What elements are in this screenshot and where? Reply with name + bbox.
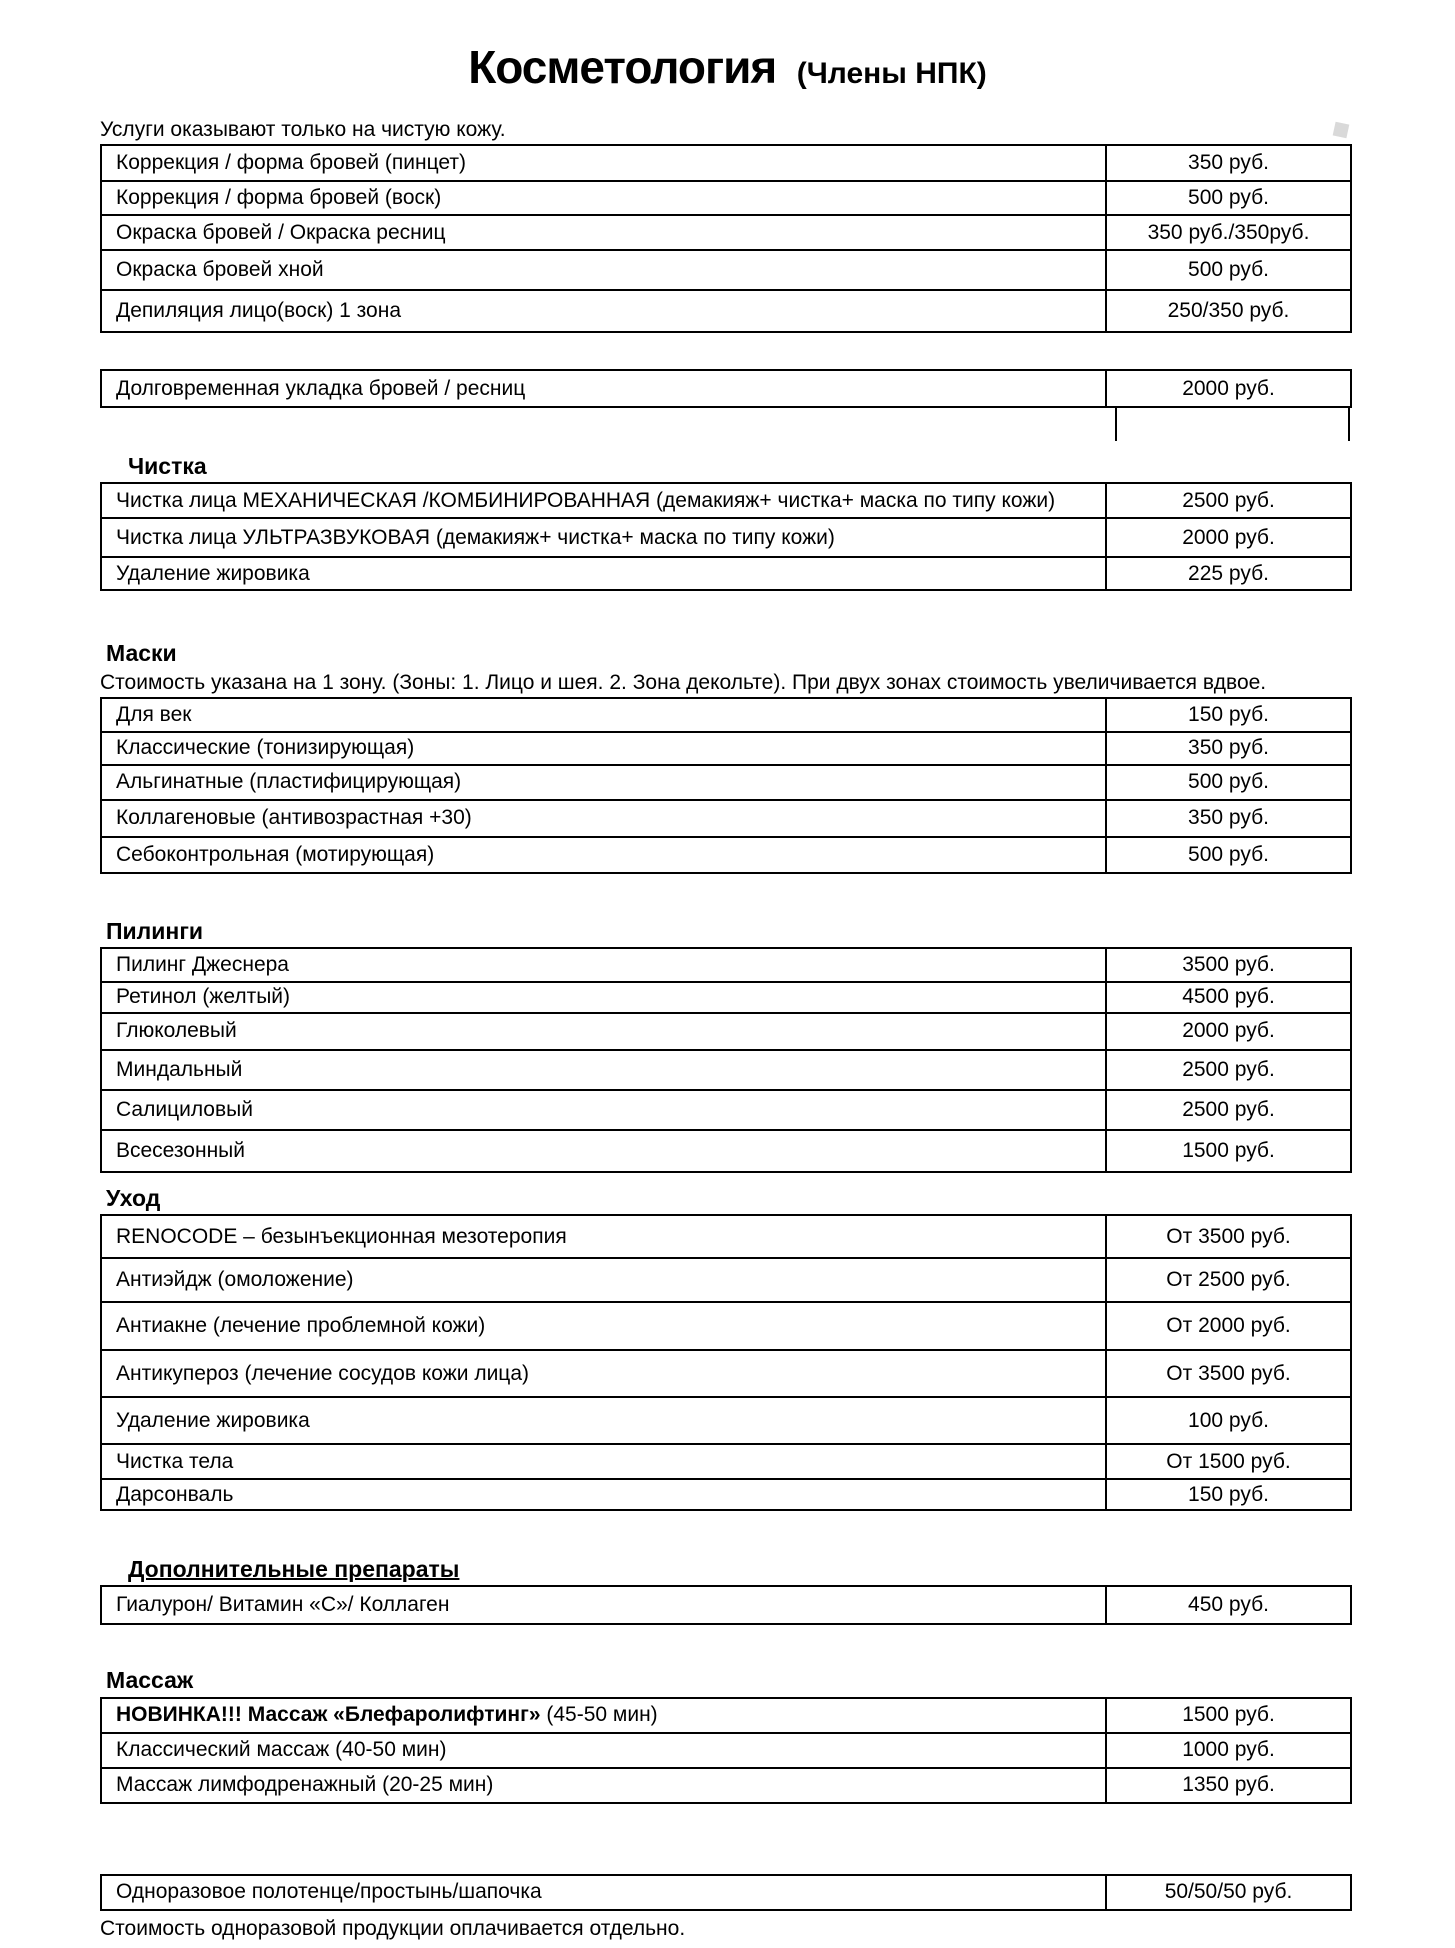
service-name-cell: Антиакне (лечение проблемной кожи) (101, 1302, 1106, 1350)
table-row (101, 483, 1351, 518)
service-name-cell: Окраска бровей хной (101, 250, 1106, 290)
table-row (101, 557, 1351, 590)
price-table-extras (100, 1585, 1352, 1625)
table-row (101, 1258, 1351, 1302)
price-cell: 350 руб. (1106, 800, 1351, 837)
service-name-cell: Массаж лимфодренажный (20-25 мин) (101, 1768, 1106, 1803)
service-name-cell: Коррекция / форма бровей (пинцет) (101, 145, 1106, 181)
service-name-cell: Ретинол (желтый) (101, 982, 1106, 1013)
table-row (101, 1050, 1351, 1090)
service-name-cell: Депиляция лицо(воск) 1 зона (101, 290, 1106, 332)
table-row (101, 1444, 1351, 1479)
service-name-cell: RENOCODE – безынъекционная мезотеропия (101, 1215, 1106, 1258)
section-peelings (100, 919, 1455, 1173)
service-name-cell: Антикупероз (лечение сосудов кожи лица) (101, 1350, 1106, 1397)
price-cell: От 3500 руб. (1106, 1215, 1351, 1258)
price-cell: 150 руб. (1106, 1479, 1351, 1510)
price-cell: 1350 руб. (1106, 1768, 1351, 1803)
section-massage (100, 1668, 1455, 1803)
service-name-cell: Одноразовое полотенце/простынь/шапочка (101, 1875, 1106, 1910)
service-name-cell: Миндальный (101, 1050, 1106, 1090)
service-name-cell: Долговременная укладка бровей / ресниц (101, 370, 1106, 407)
price-cell: 150 руб. (1106, 698, 1351, 732)
section-extras (100, 1557, 1455, 1625)
section-heading-peelings: Пилинги (106, 917, 204, 944)
table-row (101, 1302, 1351, 1350)
table-row (101, 518, 1351, 557)
price-cell: 500 руб. (1106, 837, 1351, 873)
service-name-bold: НОВИНКА!!! Массаж «Блефаролифтинг» (116, 1703, 541, 1727)
table-row (101, 1586, 1351, 1624)
service-name-cell: Чистка лица УЛЬТРАЗВУКОВАЯ (демакияж+ чистка+ маска по типу кожи) (101, 518, 1106, 557)
title-main: Косметология (468, 41, 777, 93)
price-cell: 2000 руб. (1106, 1013, 1351, 1050)
section-brows (100, 144, 1455, 333)
service-name-cell: Чистка лица МЕХАНИЧЕСКАЯ /КОМБИНИРОВАННАЯ (демакияж+ чистка+ маска по типу кожи) (101, 483, 1106, 518)
price-cell: 250/350 руб. (1106, 290, 1351, 332)
price-cell: 2500 руб. (1106, 483, 1351, 518)
price-cell: 500 руб. (1106, 181, 1351, 215)
table-row (101, 1768, 1351, 1803)
service-name-cell: Коррекция / форма бровей (воск) (101, 181, 1106, 215)
price-cell: 2500 руб. (1106, 1090, 1351, 1130)
table-row (101, 948, 1351, 982)
service-name-cell: Окраска бровей / Окраска ресниц (101, 215, 1106, 250)
service-name-cell: Глюколевый (101, 1013, 1106, 1050)
price-table-lamination (100, 369, 1352, 408)
intro-note: Услуги оказывают только на чистую кожу. (100, 118, 506, 141)
section-disposables (100, 1874, 1455, 1911)
price-table-massage (100, 1697, 1352, 1804)
title-suffix: (Члены НПК) (796, 57, 987, 90)
section-heading-extras: Дополнительные препараты (128, 1556, 460, 1583)
price-cell: 1500 руб. (1106, 1698, 1351, 1733)
service-name-cell: Удаление жировика (101, 557, 1106, 590)
section-cleaning (100, 454, 1455, 591)
table-row (101, 250, 1351, 290)
table-row (101, 1090, 1351, 1130)
section-heading-care: Уход (106, 1184, 161, 1211)
table-row (101, 215, 1351, 250)
price-cell: От 2000 руб. (1106, 1302, 1351, 1350)
table-row (101, 145, 1351, 181)
price-cell: 500 руб. (1106, 250, 1351, 290)
price-table-brows (100, 144, 1352, 333)
price-cell: 2500 руб. (1106, 1050, 1351, 1090)
service-name-cell: Коллагеновые (антивозрастная +30) (101, 800, 1106, 837)
service-name-cell: Классические (тонизирующая) (101, 732, 1106, 765)
price-cell: 1500 руб. (1106, 1130, 1351, 1172)
table-row (101, 1875, 1351, 1910)
table-row (101, 698, 1351, 732)
price-cell: 2000 руб. (1106, 370, 1351, 407)
table-row (101, 290, 1351, 332)
table-row (101, 1397, 1351, 1444)
service-name-cell: Антиэйдж (омоложение) (101, 1258, 1106, 1302)
service-name-cell: Гиалурон/ Витамин «С»/ Коллаген (101, 1586, 1106, 1624)
price-cell: 2000 руб. (1106, 518, 1351, 557)
price-table-peelings (100, 947, 1352, 1173)
price-cell: 350 руб./350руб. (1106, 215, 1351, 250)
empty-price-cell (1115, 408, 1350, 441)
price-cell: 3500 руб. (1106, 948, 1351, 982)
table-row (101, 1698, 1351, 1733)
service-name-cell: Пилинг Джеснера (101, 948, 1106, 982)
price-cell: От 2500 руб. (1106, 1258, 1351, 1302)
table-row (101, 181, 1351, 215)
service-name-cell: Для век (101, 698, 1106, 732)
service-name-cell: НОВИНКА!!! Массаж «Блефаролифтинг» (45-50 мин) (101, 1698, 1106, 1733)
price-cell: 50/50/50 руб. (1106, 1875, 1351, 1910)
table-row (101, 1350, 1351, 1397)
price-cell: От 3500 руб. (1106, 1350, 1351, 1397)
table-row (101, 1013, 1351, 1050)
service-name-cell: Себоконтрольная (мотирующая) (101, 837, 1106, 873)
price-cell: 100 руб. (1106, 1397, 1351, 1444)
section-masks (100, 641, 1455, 873)
price-table-masks (100, 697, 1352, 874)
price-cell: 450 руб. (1106, 1586, 1351, 1624)
service-name-cell: Альгинатные (пластифицирующая) (101, 765, 1106, 800)
service-name-cell: Классический массаж (40-50 мин) (101, 1733, 1106, 1768)
section-heading-masks: Маски (106, 640, 177, 667)
table-row (101, 370, 1351, 407)
service-name-cell: Удаление жировика (101, 1397, 1106, 1444)
price-cell: 350 руб. (1106, 732, 1351, 765)
service-name-cell: Всесезонный (101, 1130, 1106, 1172)
price-cell: 500 руб. (1106, 765, 1351, 800)
service-name-cell: Дарсонваль (101, 1479, 1106, 1510)
table-row (101, 1130, 1351, 1172)
price-cell: 225 руб. (1106, 557, 1351, 590)
section-lamination (100, 369, 1455, 441)
table-row (101, 982, 1351, 1013)
table-row (101, 1215, 1351, 1258)
table-row (101, 732, 1351, 765)
table-row (101, 1479, 1351, 1510)
price-cell: 4500 руб. (1106, 982, 1351, 1013)
section-heading-cleaning: Чистка (128, 453, 207, 479)
table-row (101, 837, 1351, 873)
table-row (101, 800, 1351, 837)
page-title (0, 0, 1455, 94)
price-cell: 1000 руб. (1106, 1733, 1351, 1768)
price-table-disposables (100, 1874, 1352, 1911)
price-table-cleaning (100, 482, 1352, 591)
footer-note: Стоимость одноразовой продукции оплачивается отдельно. (100, 1916, 686, 1940)
service-name-cell: Салициловый (101, 1090, 1106, 1130)
masks-zone-note: Стоимость указана на 1 зону. (Зоны: 1. Лицо и шея. 2. Зона декольте). При двух зонах стоимость увеличивается вдвое. (100, 670, 1267, 694)
gray-square-marker-icon (1333, 122, 1350, 139)
price-table-care (100, 1214, 1352, 1511)
price-cell: От 1500 руб. (1106, 1444, 1351, 1479)
section-care (100, 1186, 1455, 1511)
table-row (101, 1733, 1351, 1768)
section-heading-massage: Массаж (106, 1667, 194, 1694)
table-row (101, 765, 1351, 800)
service-name-cell: Чистка тела (101, 1444, 1106, 1479)
price-cell: 350 руб. (1106, 145, 1351, 181)
